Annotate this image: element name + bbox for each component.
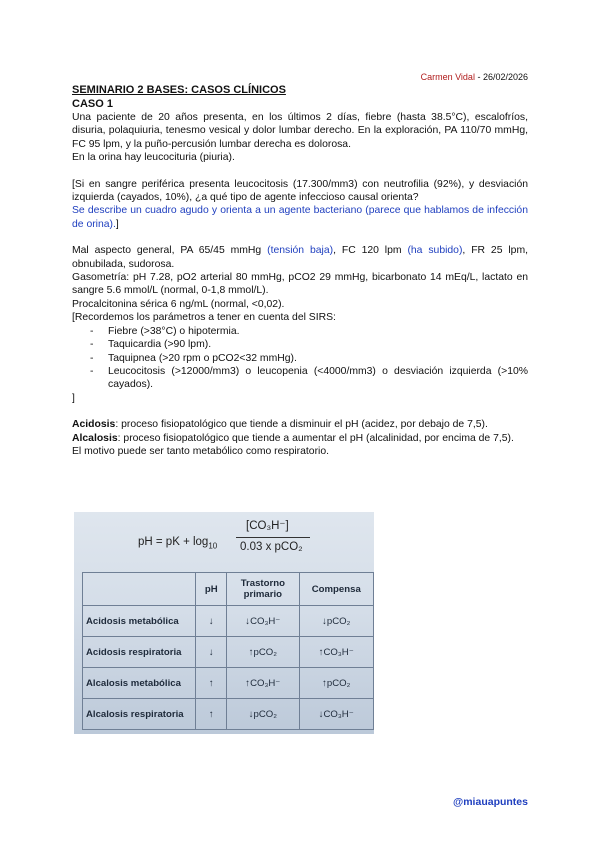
acidosis-term: Acidosis bbox=[72, 419, 116, 431]
table-cell: ↑pCO₂ bbox=[299, 668, 373, 699]
author-date bbox=[421, 72, 528, 82]
table-cell: ↓CO₃H⁻ bbox=[227, 606, 299, 637]
table-cell: Alcalosis metabólica bbox=[83, 668, 196, 699]
document-title: SEMINARIO 2 BASES: CASOS CLÍNICOS bbox=[72, 84, 286, 96]
document-date: 26/02/2026 bbox=[482, 72, 528, 82]
table-row bbox=[83, 606, 374, 637]
answer-text: Se describe un cuadro agudo y orienta a un agente bacteriano (parece que hablamos de infección de orina). bbox=[72, 205, 528, 230]
formula-lhs-text: pH = pK + log bbox=[138, 536, 209, 548]
table-cell: ↓ bbox=[196, 606, 227, 637]
table-cell: ↑ bbox=[196, 699, 227, 730]
case-label: CASO 1 bbox=[72, 98, 113, 110]
exam-part2: , FC 120 lpm bbox=[333, 245, 408, 257]
table-row bbox=[83, 668, 374, 699]
table-header: Trastorno primario bbox=[227, 573, 299, 606]
formula-subscript: 10 bbox=[208, 541, 218, 551]
table-cell: ↑pCO₂ bbox=[227, 637, 299, 668]
list-item: - Leucocitosis (>12000/mm3) o leucopenia (<4000/mm3) o desviación izquierda (>10% cayados). bbox=[90, 365, 528, 392]
procalcitonin-text: Procalcitonina sérica 6 ng/mL (normal, <0,02). bbox=[72, 298, 285, 310]
table-cell: ↑ bbox=[196, 668, 227, 699]
formula-numerator: [CO₃H⁻] bbox=[246, 520, 289, 532]
acidosis-text: : proceso fisiopatológico que tiende a disminuir el pH (acidez, por debajo de 7,5). bbox=[115, 419, 488, 431]
table-cell: ↑CO₃H⁻ bbox=[227, 668, 299, 699]
exam-part1: Mal aspecto general, PA 65/45 mmHg bbox=[72, 245, 268, 257]
question-text: [Si en sangre periférica presenta leucocitosis (17.300/mm3) con neutrofilia (92%), y desviación izquierda (cayados, 10%), ¿a qué tipo de agente infeccioso causal orienta? bbox=[72, 178, 528, 204]
table-row bbox=[83, 637, 374, 668]
table-row bbox=[83, 699, 374, 730]
brand-watermark: @miauapuntes bbox=[452, 796, 528, 808]
acidosis-definition bbox=[72, 418, 528, 431]
motive-text: El motivo puede ser tanto metabólico como respiratorio. bbox=[72, 445, 330, 457]
table-header: Compensa bbox=[299, 573, 373, 606]
hr-note: (ha subido) bbox=[407, 245, 463, 257]
answer-block bbox=[72, 204, 528, 231]
case-intro: Una paciente de 20 años presenta, en los últimos 2 días, fiebre (hasta 38.5°C), escalofríos, disuria, polaquiuria, tenesmo vesical y dolor lumbar derecho. En la exploración, PA 110/70 mmHg, FC 95 lpm, y la puño-percusión lumbar derecha es dolorosa. bbox=[72, 112, 528, 150]
sirs-intro: [Recordemos los parámetros a tener en cuenta del SIRS: bbox=[72, 312, 336, 324]
table-cell: Acidosis metabólica bbox=[83, 606, 196, 637]
urine-finding: En la orina hay leucocituria (piuria). bbox=[72, 152, 235, 164]
acid-base-figure bbox=[74, 512, 374, 734]
low-bp-note: (tensión baja) bbox=[267, 245, 334, 257]
author-name: Carmen Vidal bbox=[420, 72, 475, 82]
table-header bbox=[83, 573, 196, 606]
sirs-close: ] bbox=[72, 392, 75, 404]
author-separator: - bbox=[474, 72, 483, 82]
table-cell: ↓CO₃H⁻ bbox=[299, 699, 373, 730]
exam-text bbox=[72, 244, 528, 271]
table-header-row bbox=[83, 573, 374, 606]
alkalosis-term: Alcalosis bbox=[72, 432, 118, 444]
henderson-hasselbalch-formula bbox=[138, 518, 318, 564]
list-item: - Taquipnea (>20 rpm o pCO2<32 mmHg). bbox=[90, 352, 528, 365]
table-header: pH bbox=[196, 573, 227, 606]
sirs-list bbox=[72, 325, 528, 392]
list-item: - Fiebre (>38°C) o hipotermia. bbox=[90, 325, 528, 338]
gasometry-text: Gasometría: pH 7.28, pO2 arterial 80 mmHg, pCO2 29 mmHg, bicarbonato 14 mEq/L, lactato en sangre 5.6 mmol/L (normal, 0-1,8 mmol/L). bbox=[72, 272, 528, 297]
table-cell: ↓pCO₂ bbox=[299, 606, 373, 637]
alkalosis-definition bbox=[72, 432, 528, 445]
formula-denominator: 0.03 x pCO₂ bbox=[240, 541, 303, 553]
table-cell: ↑CO₃H⁻ bbox=[299, 637, 373, 668]
fraction-bar bbox=[236, 537, 310, 538]
alkalosis-text: : proceso fisiopatológico que tiende a aumentar el pH (alcalinidad, por encima de 7,5). bbox=[117, 432, 514, 444]
exam-part3: , FR 25 lpm, obnubilada, sudorosa. bbox=[72, 245, 528, 270]
answer-close: ] bbox=[115, 218, 119, 230]
document-body bbox=[72, 84, 528, 458]
acid-base-table bbox=[82, 572, 374, 730]
list-item: - Taquicardia (>90 lpm). bbox=[90, 338, 528, 351]
table-cell: Acidosis respiratoria bbox=[83, 637, 196, 668]
formula-lhs bbox=[138, 536, 217, 550]
table-cell: Alcalosis respiratoria bbox=[83, 699, 196, 730]
table-cell: ↓ bbox=[196, 637, 227, 668]
table-cell: ↓pCO₂ bbox=[227, 699, 299, 730]
